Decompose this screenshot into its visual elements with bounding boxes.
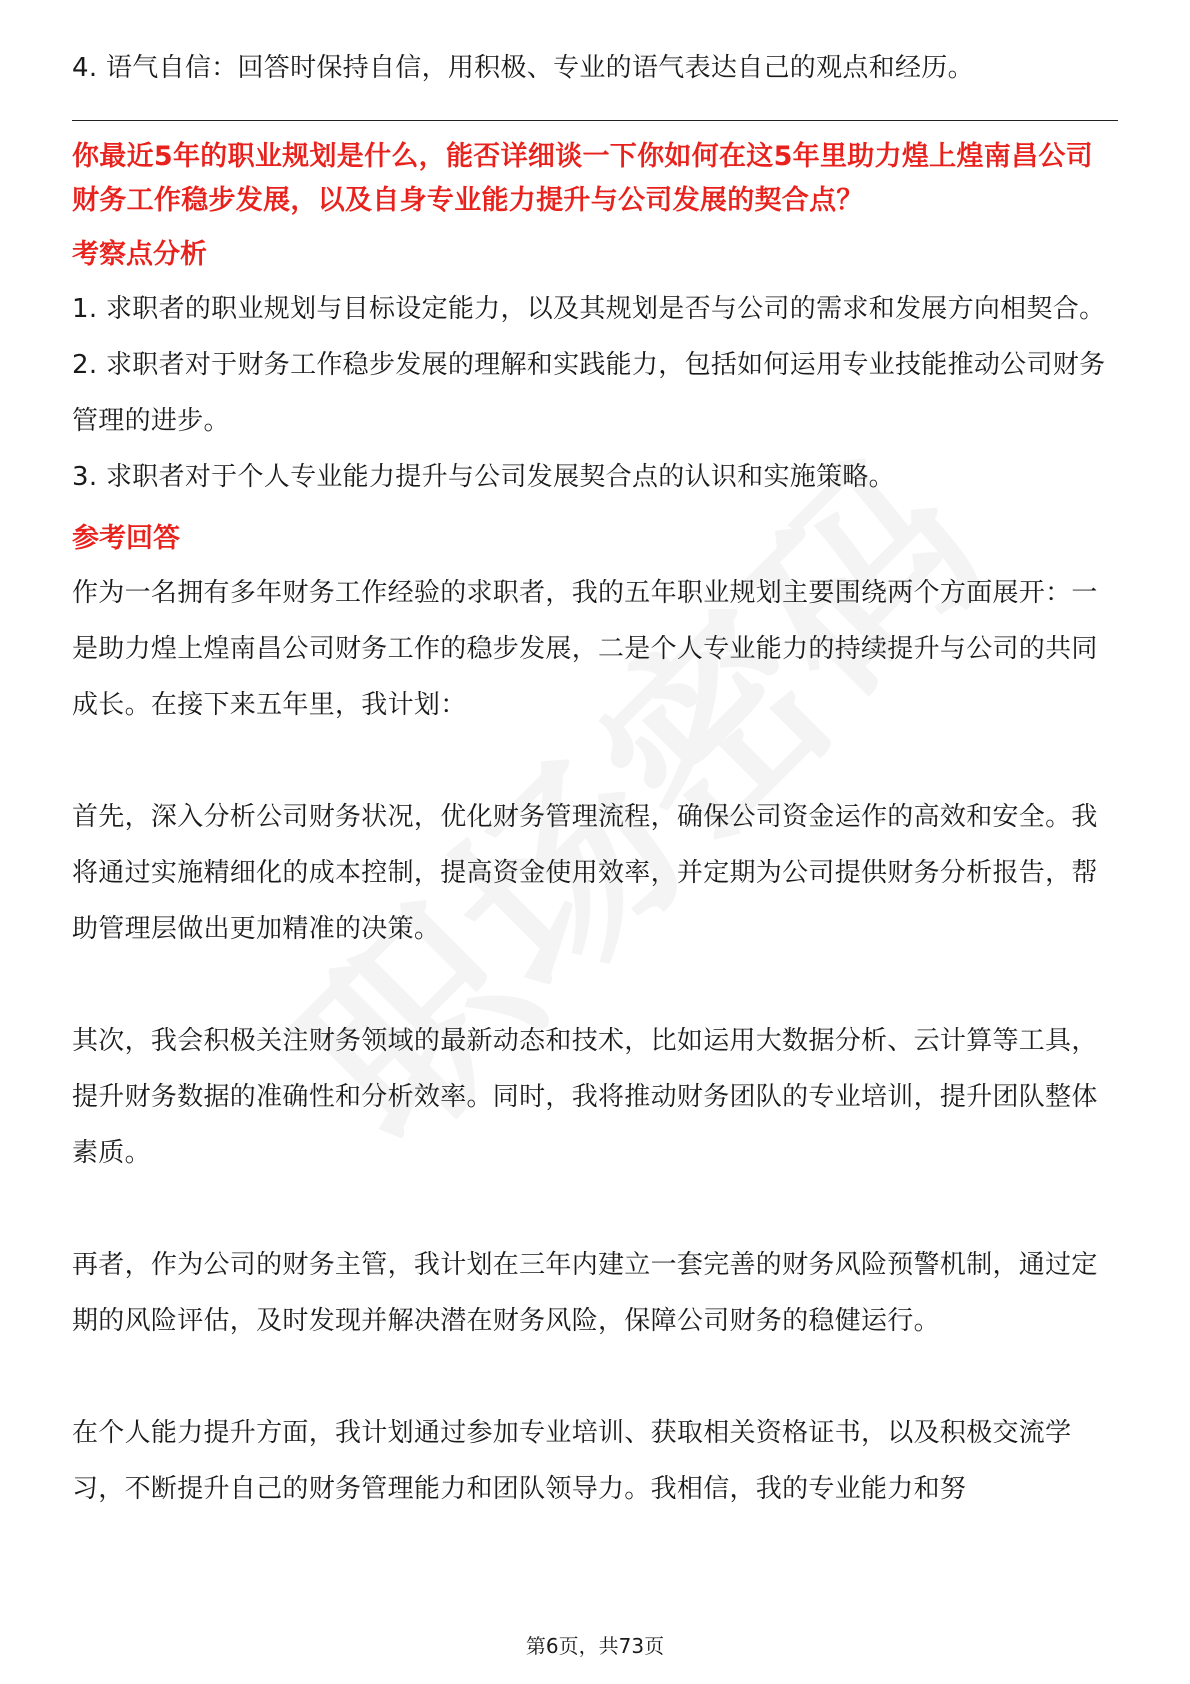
divider <box>72 120 1118 121</box>
page-content <box>72 40 1118 1517</box>
answer-paragraph: 其次，我会积极关注财务领域的最新动态和技术，比如运用大数据分析、云计算等工具，提升财务数据的准确性和分析效率。同时，我将推动财务团队的专业培训，提升团队整体素质。 <box>72 1026 1098 1168</box>
answer-paragraph: 首先，深入分析公司财务状况，优化财务管理流程，确保公司资金运作的高效和安全。我将通过实施精细化的成本控制，提高资金使用效率，并定期为公司提供财务分析报告，帮助管理层做出更加精准的决策。 <box>72 802 1098 944</box>
analysis-section <box>72 229 1118 505</box>
answer-paragraph: 再者，作为公司的财务主管，我计划在三年内建立一套完善的财务风险预警机制，通过定期的风险评估，及时发现并解决潜在财务风险，保障公司财务的稳健运行。 <box>72 1250 1098 1336</box>
analysis-item: 3. 求职者对于个人专业能力提升与公司发展契合点的认识和实施策略。 <box>72 462 895 492</box>
answer-section <box>72 513 1118 1517</box>
answer-heading: 参考回答 <box>72 523 180 554</box>
question-heading: 你最近5年的职业规划是什么，能否详细谈一下你如何在这5年里助力煌上煌南昌公司财务工作稳步发展，以及自身专业能力提升与公司发展的契合点？ <box>72 141 1093 216</box>
answer-paragraph: 在个人能力提升方面，我计划通过参加专业培训、获取相关资格证书，以及积极交流学习，不断提升自己的财务管理能力和团队领导力。我相信，我的专业能力和努 <box>72 1418 1072 1504</box>
analysis-item: 2. 求职者对于财务工作稳步发展的理解和实践能力，包括如何运用专业技能推动公司财务管理的进步。 <box>72 350 1106 436</box>
analysis-item: 1. 求职者的职业规划与目标设定能力，以及其规划是否与公司的需求和发展方向相契合。 <box>72 294 1106 324</box>
analysis-heading: 考察点分析 <box>72 239 207 270</box>
intro-item: 4. 语气自信：回答时保持自信，用积极、专业的语气表达自己的观点和经历。 <box>72 53 974 83</box>
answer-paragraph: 作为一名拥有多年财务工作经验的求职者，我的五年职业规划主要围绕两个方面展开：一是助力煌上煌南昌公司财务工作的稳步发展，二是个人专业能力的持续提升与公司的共同成长。在接下来五年里，我计划： <box>72 578 1098 720</box>
page-number: 第6页，共73页 <box>525 1634 665 1658</box>
